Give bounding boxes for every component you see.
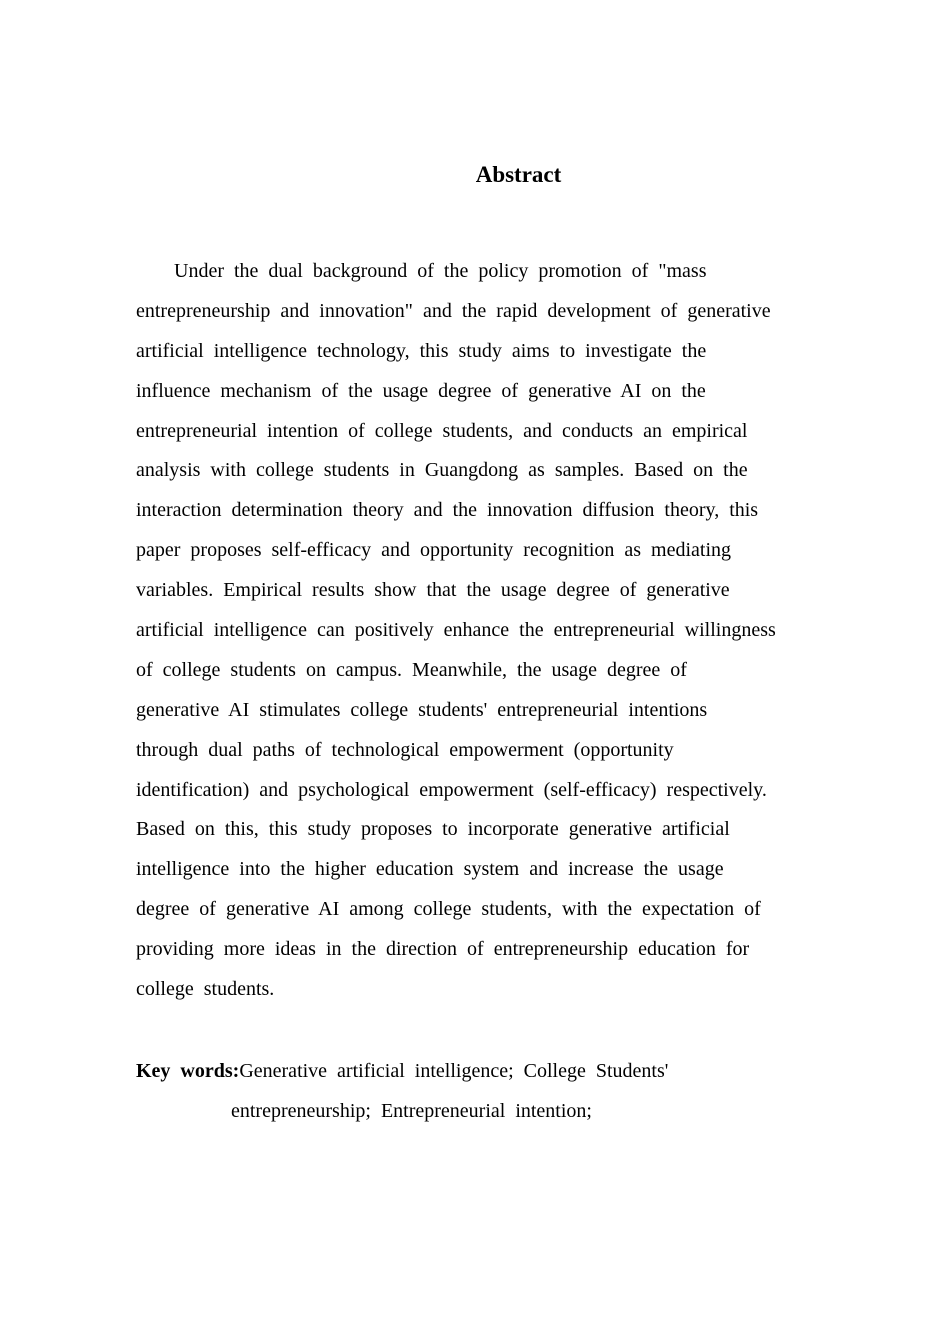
abstract-line: Based on this, this study proposes to incorporate generative artificial — [136, 818, 730, 841]
abstract-title: Abstract — [475, 162, 562, 187]
keywords-text-2: entrepreneurship; Entrepreneurial intention; — [231, 1100, 592, 1122]
abstract-line: degree of generative AI among college students, with the expectation of — [136, 898, 761, 921]
abstract-line: variables. Empirical results show that the usage degree of generative — [136, 579, 730, 602]
abstract-line: influence mechanism of the usage degree of generative AI on the — [136, 379, 706, 402]
abstract-line: through dual paths of technological empowerment (opportunity — [136, 738, 674, 761]
abstract-line: interaction determination theory and the innovation diffusion theory, this — [136, 499, 759, 522]
keywords-section — [136, 1051, 668, 1131]
abstract-line: analysis with college students in Guangdong as samples. Based on the — [136, 459, 748, 482]
keywords-line-1 — [136, 1060, 668, 1082]
abstract-line: of college students on campus. Meanwhile, the usage degree of — [136, 658, 687, 681]
abstract-line: artificial intelligence can positively enhance the entrepreneurial willingness — [136, 619, 776, 642]
abstract-line: intelligence into the higher education system and increase the usage — [136, 858, 724, 881]
abstract-line: providing more ideas in the direction of entrepreneurship education for — [136, 938, 750, 961]
keywords-text-1: Generative artificial intelligence; College Students' — [239, 1060, 669, 1082]
abstract-line: Under the dual background of the policy promotion of "mass — [174, 260, 707, 282]
abstract-line: artificial intelligence technology, this study aims to investigate the — [136, 339, 707, 362]
abstract-line: entrepreneurship and innovation" and the rapid development of generative — [136, 299, 771, 322]
abstract-line: paper proposes self-efficacy and opportunity recognition as mediating — [136, 539, 732, 562]
abstract-line: generative AI stimulates college students' entrepreneurial intentions — [136, 698, 708, 721]
abstract-line: identification) and psychological empowerment (self-efficacy) respectively. — [136, 778, 767, 801]
abstract-line: entrepreneurial intention of college students, and conducts an empirical — [136, 419, 748, 442]
abstract-line: college students. — [136, 978, 275, 1001]
keywords-label: Key words: — [136, 1060, 240, 1082]
abstract-body — [136, 252, 776, 1010]
